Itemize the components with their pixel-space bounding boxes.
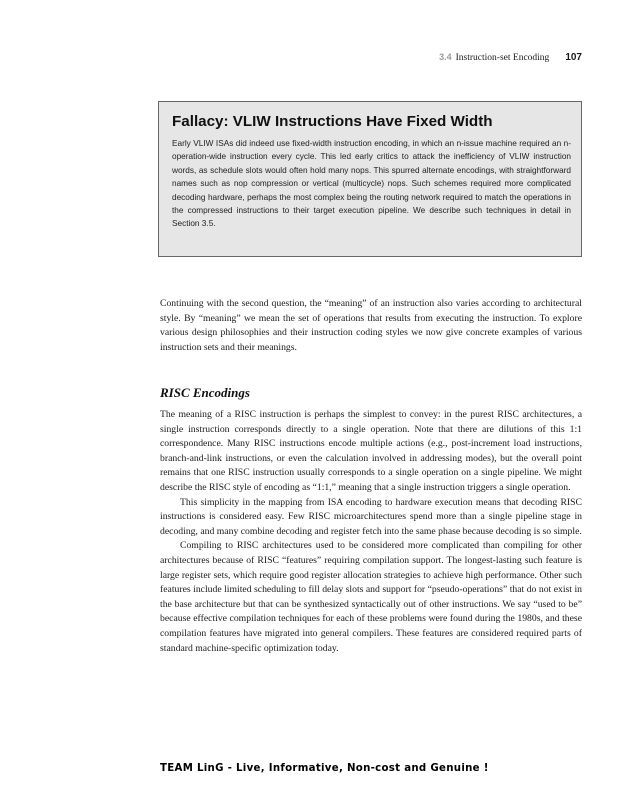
- risc-paragraph-3: Compiling to RISC architectures used to be considered more complicated than compiling for other architectures because of RISC “features” requiring compilation support. The longest-lasting such feature is large register sets, which require good register allocation strategies to achieve high performance. Other such features include limited scheduling to fill delay slots and support for “pseudo-operations” that do not exist in the base architecture but that can be synthesized syntactically out of other instructions. We say “used to be” because effective compilation techniques for each of these problems were found during the 1980s, and these compilation features have migrated into general compilers. These features are considered required parts of standard machine-specific optimization today.: [160, 540, 582, 654]
- fallacy-body: Early VLIW ISAs did indeed use fixed-width instruction encoding, in which an n-issue machine required an n-operation-wide instruction every cycle. This led early critics to attack the inefficiency of VLIW instruction words, as schedule slots would often hold many nops. This spurred alternate encodings, with straightforward names such as nop compression or vertical (multicycle) nops. Such schemes required more complicated decoding hardware, perhaps the most complex being the routing network required to match the operations in the compressed instructions to their target execution pipeline. We describe such techniques in detail in Section 3.5.: [172, 139, 571, 229]
- fallacy-title: Fallacy: VLIW Instructions Have Fixed Width: [172, 113, 493, 130]
- risc-paragraph-2: This simplicity in the mapping from ISA encoding to hardware execution means that decoding RISC instructions is considered easy. Few RISC microarchitectures spend more than a single pipeline stage in decoding, and many combine decoding and register fetch into the same phase because decoding is so simple.: [160, 496, 582, 537]
- intro-section: [160, 297, 582, 355]
- risc-paragraph-1: The meaning of a RISC instruction is perhaps the simplest to convey: in the purest RISC architectures, a single instruction corresponds directly to a single operation. Note that there are dilutions of this 1:1 correspondence. Many RISC instructions encode multiple actions (e.g., post-increment load instructions, branch-and-link instructions, or even the calculation involved in addressing modes), but the overall point remains that one RISC instruction usually corresponds to a single operation on a single pipeline. We might describe the RISC style of encoding as “1:1,” meaning that a single instruction triggers a single operation.: [160, 409, 582, 493]
- running-head: [439, 52, 582, 63]
- risc-encodings-heading: RISC Encodings: [160, 385, 250, 400]
- intro-paragraph: Continuing with the second question, the “meaning” of an instruction also varies according to architectural style. By “meaning” we mean the set of operations that results from executing the instruction. To explore various design philosophies and their instruction coding styles we now give concrete examples of various instruction sets and their meanings.: [160, 298, 582, 353]
- fallacy-sidebar-box: [158, 101, 582, 257]
- page-number: 107: [565, 52, 582, 63]
- risc-section-body: [160, 408, 582, 656]
- section-title: Instruction-set Encoding: [455, 53, 550, 63]
- section-number: 3.4: [439, 52, 452, 62]
- footer-watermark: TEAM LinG - Live, Informative, Non-cost and Genuine !: [160, 763, 489, 774]
